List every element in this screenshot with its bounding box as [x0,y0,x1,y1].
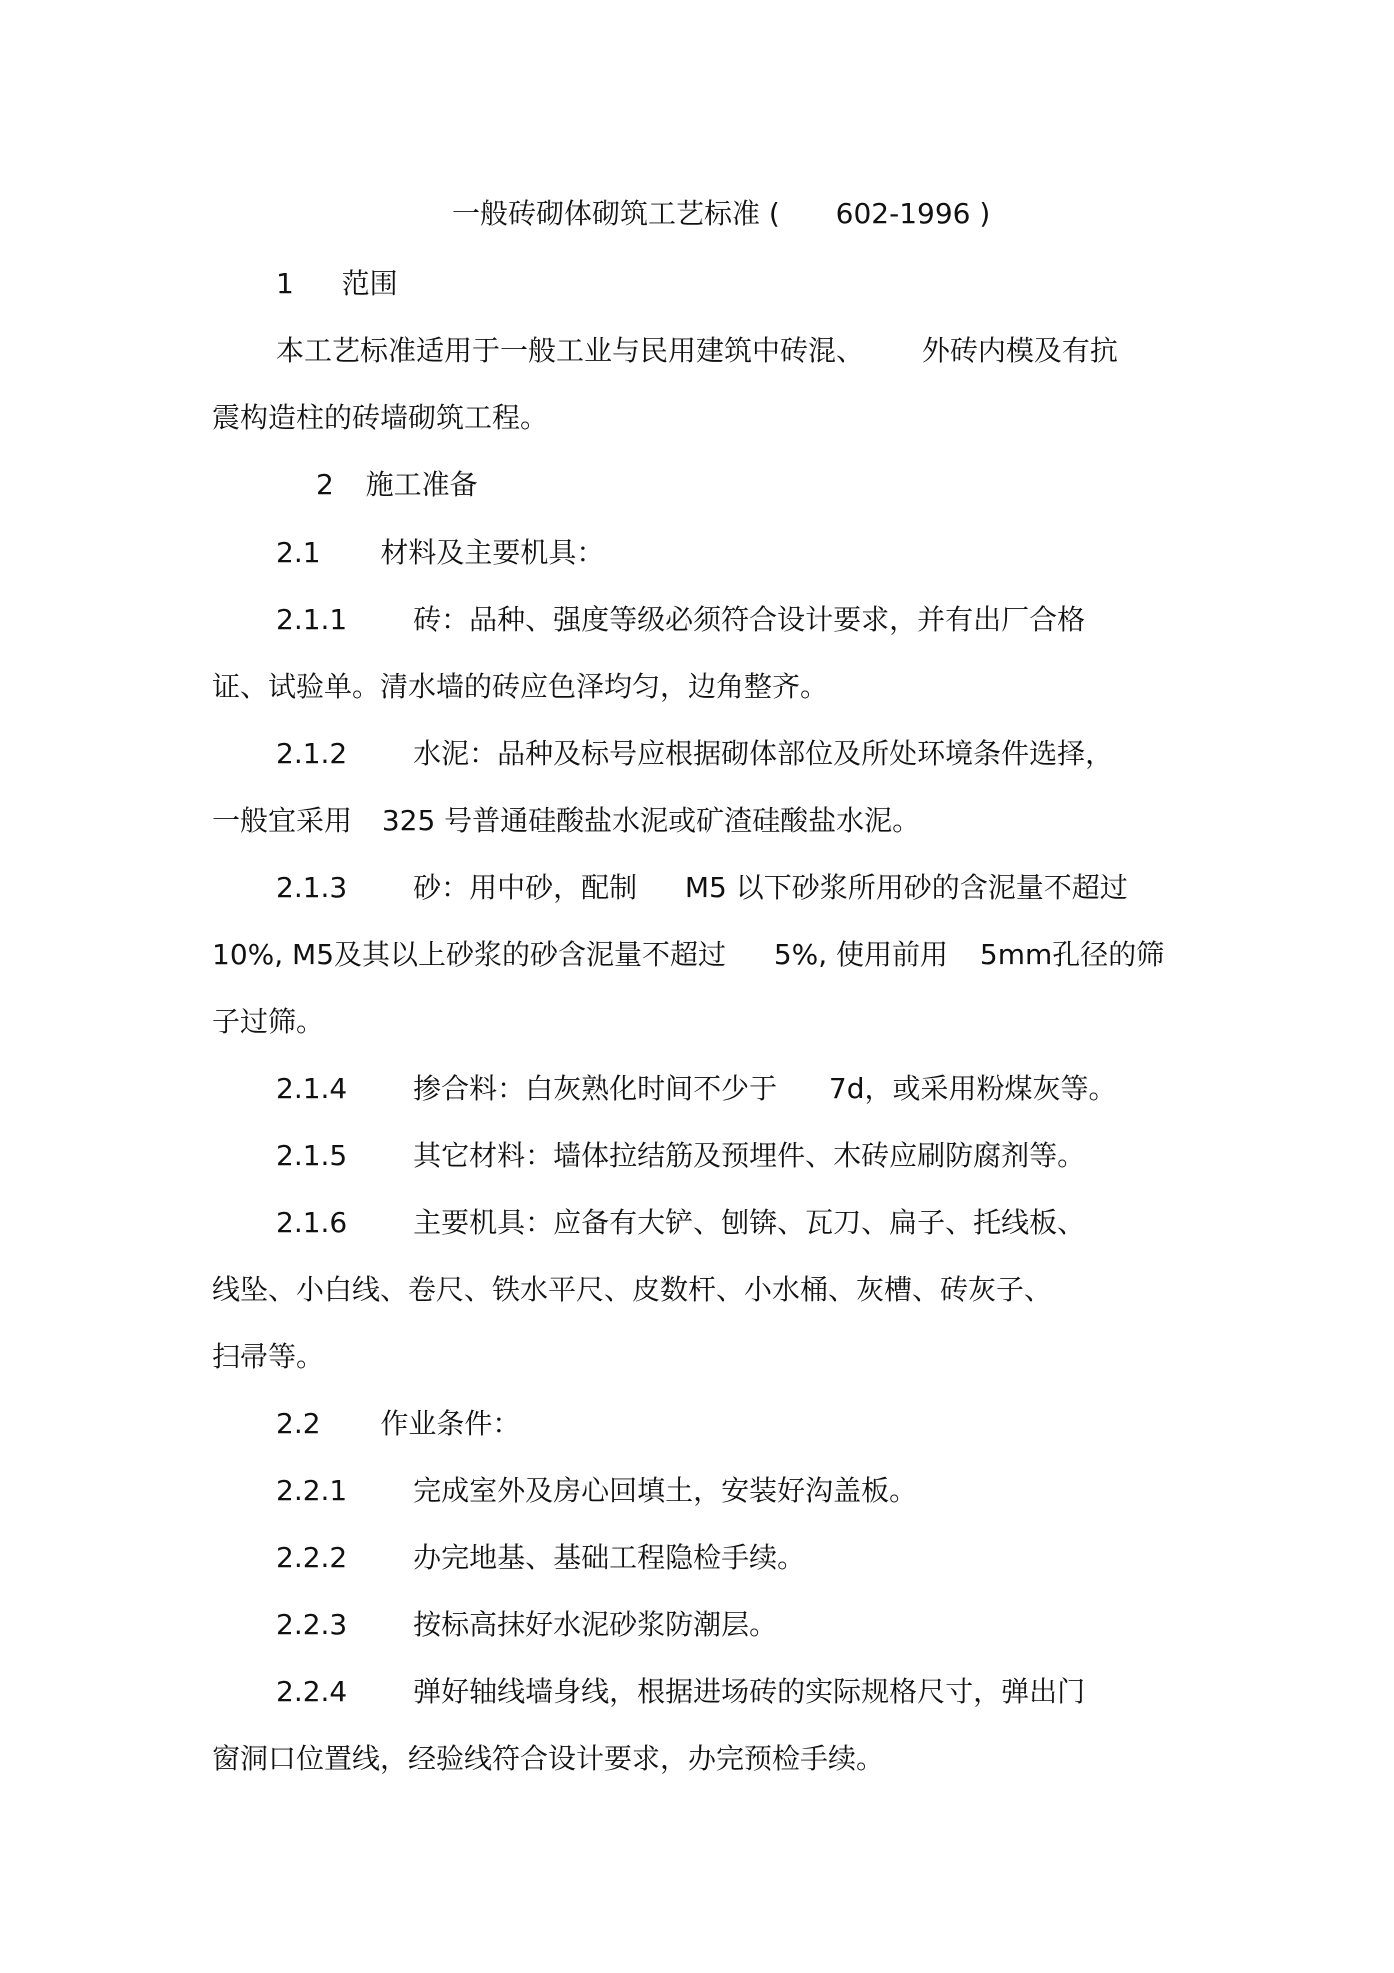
title-code: 602-1996 ) [835,197,991,230]
text-span: 其它材料：墙体拉结筋及预埋件、木砖应刷防腐剂等。 [413,1139,1086,1172]
text-span: M5 以下砂浆所用砂的含泥量不超过 [684,871,1128,904]
title-text: 一般砖砌体砌筑工艺标准 ( [452,197,780,230]
paragraph-line [212,400,548,436]
item-2-2-1 [276,1473,917,1509]
item-2-1-3 [276,870,1128,906]
section-number: 2 [316,468,334,501]
text-span: 子过筛。 [212,1005,325,1038]
section-number: 2.2 [276,1407,321,1440]
section-number: 1 [276,267,294,300]
paragraph-line [212,1004,324,1040]
section-title: 施工准备 [365,468,478,501]
section-2-heading [316,467,478,503]
text-span: 弹好轴线墙身线，根据进场砖的实际规格尺寸，弹出门 [413,1675,1086,1708]
text-span: 按标高抹好水泥砂浆防潮层。 [413,1608,778,1641]
section-1-heading [276,266,398,302]
text-span: 5%, 使用前用 [773,938,949,971]
text-span: 5mm孔径的筛 [979,938,1165,971]
paragraph-line [212,1741,884,1777]
text-span: 主要机具：应备有大铲、刨锛、瓦刀、扁子、托线板、 [413,1206,1086,1239]
text-span: 线坠、小白线、卷尺、铁水平尺、皮数杆、小水桶、灰槽、砖灰子、 [212,1273,1053,1306]
text-span: 窗洞口位置线，经验线符合设计要求，办完预检手续。 [212,1742,885,1775]
text-span: 325 号普通硅酸盐水泥或矿渣硅酸盐水泥。 [381,804,921,837]
text-span: 震构造柱的砖墙砌筑工程。 [212,401,549,434]
text-span: 掺合料：白灰熟化时间不少于 [413,1072,778,1105]
text-span: 完成室外及房心回填土，安装好沟盖板。 [413,1474,918,1507]
document-title [452,196,990,232]
item-number: 2.2.2 [276,1541,348,1574]
paragraph-line [212,1272,1052,1308]
section-title: 材料及主要机具： [380,536,605,569]
section-number: 2.1 [276,536,321,569]
item-number: 2.1.4 [276,1072,348,1105]
paragraph-line [276,333,1118,369]
item-2-1-1 [276,602,1085,638]
item-2-2-4 [276,1674,1085,1710]
item-2-2-2 [276,1540,805,1576]
item-number: 2.1.1 [276,603,348,636]
section-title: 作业条件： [380,1407,521,1440]
item-number: 2.1.3 [276,871,348,904]
item-number: 2.2.3 [276,1608,348,1641]
text-span: 一般宜采用 [212,804,353,837]
item-2-1-5 [276,1138,1085,1174]
item-2-2-3 [276,1607,777,1643]
item-number: 2.1.5 [276,1139,348,1172]
paragraph-line [212,937,1164,973]
text-span: 7d，或采用粉煤灰等。 [828,1072,1117,1105]
item-number: 2.1.6 [276,1206,348,1239]
text-span: 砖：品种、强度等级必须符合设计要求，并有出厂合格 [413,603,1086,636]
text-span: 本工艺标准适用于一般工业与民用建筑中砖混、 [276,334,865,367]
paragraph-line [212,1339,324,1375]
item-2-1-6 [276,1205,1085,1241]
text-span: 外砖内模及有抗 [921,334,1118,367]
text-span: 水泥：品种及标号应根据砌体部位及所处环境条件选择， [413,737,1114,770]
item-2-1-4 [276,1071,1116,1107]
text-span: 砂：用中砂，配制 [413,871,638,904]
text-span: 10%, M5及其以上砂浆的砂含泥量不超过 [212,938,727,971]
text-span: 证、试验单。清水墙的砖应色泽均匀，边角整齐。 [212,670,829,703]
text-span: 办完地基、基础工程隐检手续。 [413,1541,806,1574]
item-2-1-2 [276,736,1113,772]
item-number: 2.2.4 [276,1675,348,1708]
section-title: 范围 [341,267,398,300]
item-number: 2.2.1 [276,1474,348,1507]
text-span: 扫帚等。 [212,1340,325,1373]
paragraph-line [212,669,828,705]
section-2-2-heading [276,1406,520,1442]
section-2-1-heading [276,535,604,571]
item-number: 2.1.2 [276,737,348,770]
paragraph-line [212,803,920,839]
